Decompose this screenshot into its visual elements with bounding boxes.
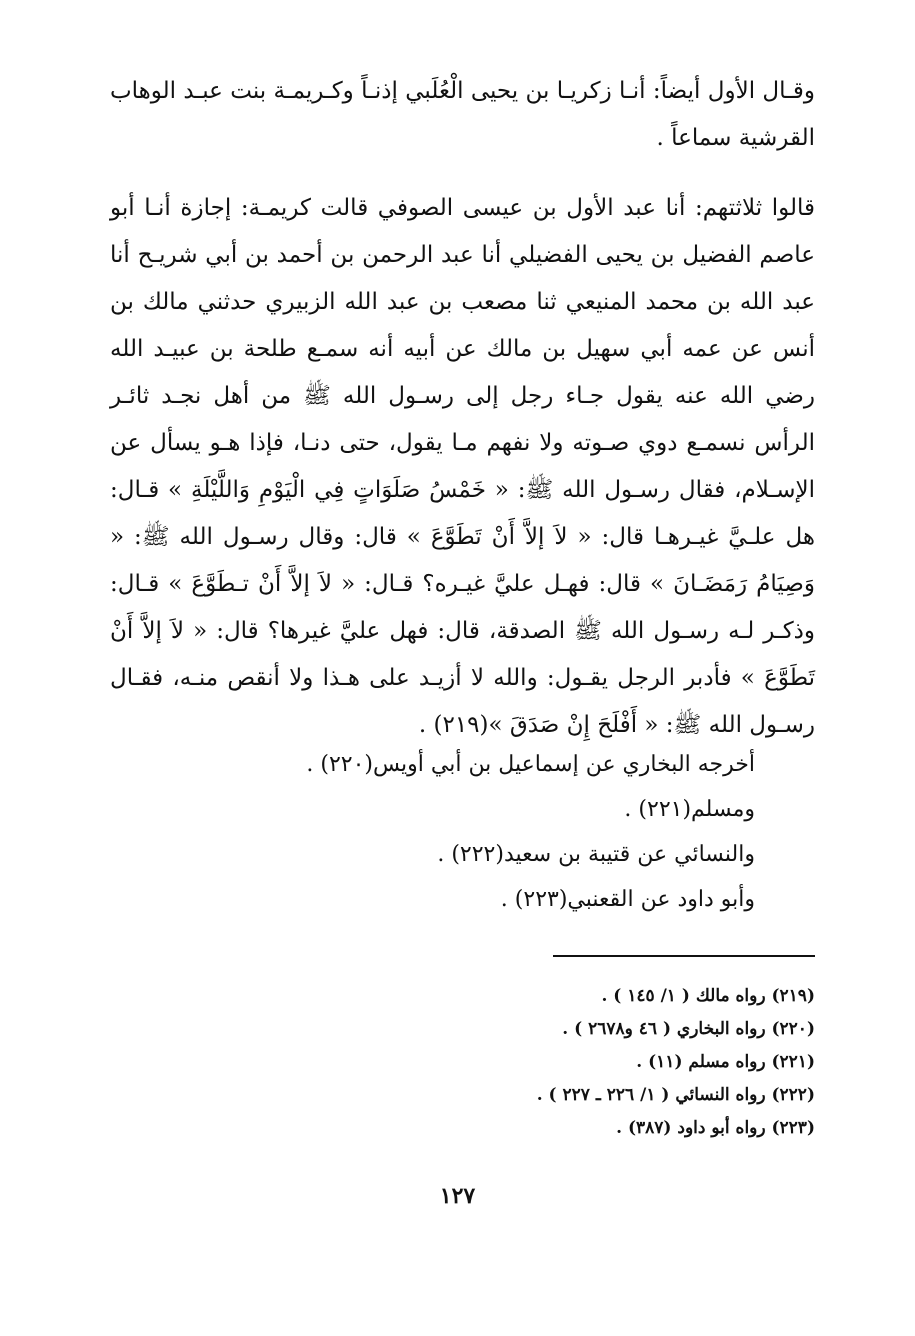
footnote-219: (٢١٩) رواه مالك ( ١/ ١٤٥ ) . [601,986,815,1006]
footnote-223: (٢٢٣) رواه أبو داود (٣٨٧) . [616,1118,815,1138]
source-item-bukhari: أخرجه البخاري عن إسماعيل بن أبي أويس(٢٢٠) . [306,752,755,777]
source-item-muslim: ومسلم(٢٢١) . [624,797,755,822]
footnote-220: (٢٢٠) رواه البخاري ( ٤٦ و٢٦٧٨ ) . [562,1019,815,1039]
footnote-separator [553,955,815,957]
footnote-221: (٢٢١) رواه مسلم (١١) . [636,1052,815,1072]
footnotes-list [255,980,815,1145]
sources-list [195,742,755,922]
paragraph-1: وقـال الأول أيضاً: أنـا زكريـا بن يحيى الْعُلَبي إذنـاً وكـريمـة بنت عبـد الوهاب القرشية سماعاً . [110,78,815,151]
source-item-abu-dawud: وأبو داود عن القعنبي(٢٢٣) . [500,887,755,912]
source-item-nasai: والنسائي عن قتيبة بن سعيد(٢٢٢) . [437,842,755,867]
footnote-222: (٢٢٢) رواه النسائي ( ١/ ٢٢٦ ـ ٢٢٧ ) . [536,1085,815,1105]
page-number: ١٢٧ [439,1183,476,1209]
paragraph-2: قالوا ثلاثتهم: أنا عبد الأول بن عيسى الصوفي قالت كريمـة: إجازة أنـا أبو عاصم الفضيل بن يحيى الفضيلي أنا عبد الرحمن بن أحمد بن أبي شريـح أنا عبد الله بن محمد المنيعي ثنا مصعب بن عبد الله الزبيري حدثني مالك بن أنس عن عمه أبي سهيل بن مالك عن أبيه أنه سمـع طلحة بن عبيـد الله رضي الله عنه يقول جـاء رجل إلى رسـول الله ﷺ من أهل نجـد ثائـر الرأس نسمـع دوي صـوته ولا نفهم مـا يقول، حتى دنـا، فإذا هـو يسأل عن الإسـلام، فقال رسـول الله ﷺ: « خَمْسُ صَلَوَاتٍ فِي الْيَوْمِ وَاللَّيْلَةِ » قـال: هل علـيَّ غيـرهـا قال: « لاَ إلاَّ أَنْ تَطَوَّعَ » قال: وقال رسـول الله ﷺ: « وَصِيَامُ رَمَضَـانَ » قال: فهـل عليَّ غيـره؟ قـال: « لاَ إلاَّ أَنْ تـطَوَّعَ » قـال: وذكـر لـه رسـول الله ﷺ الصدقة، قال: فهل عليَّ غيرها؟ قال: « لاَ إلاَّ أَنْ تَطَوَّعَ » فأدبر الرجل يقـول: والله لا أزيـد على هـذا ولا أنقص منـه، فقـال رسـول الله ﷺ: « أَفْلَحَ إِنْ صَدَقَ »(٢١٩) . [110,195,815,738]
